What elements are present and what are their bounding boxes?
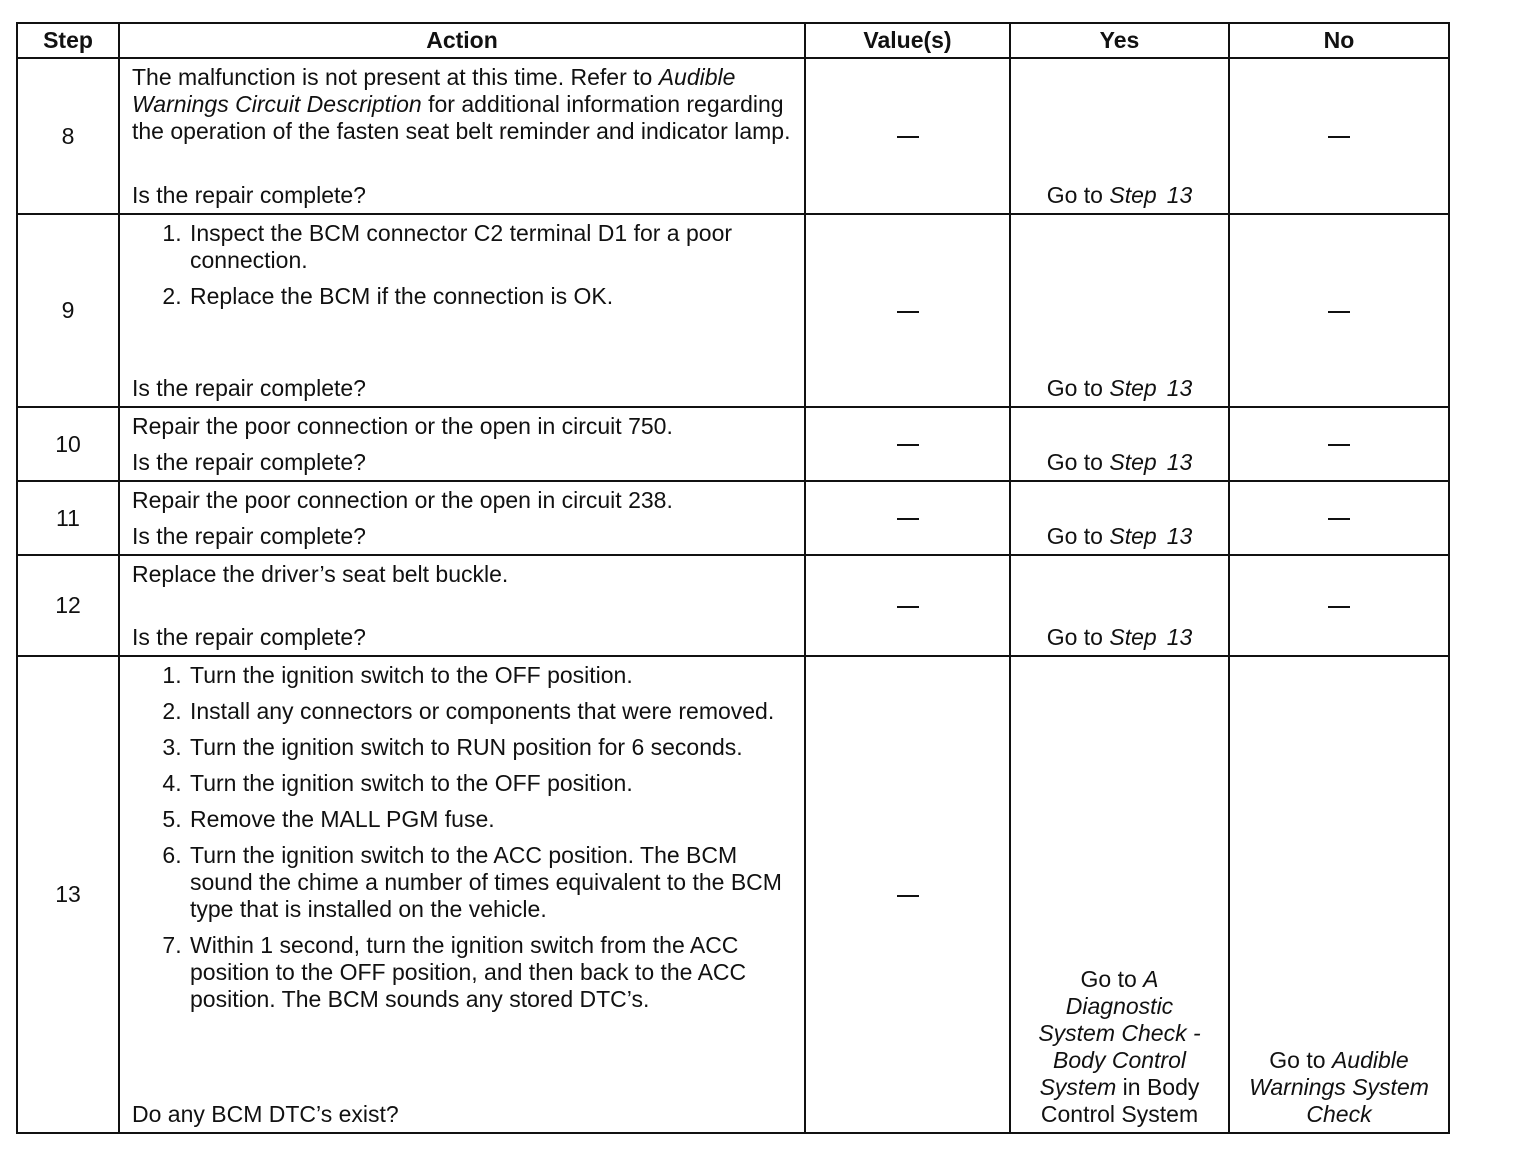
dash-mark xyxy=(1328,518,1350,520)
yes-cell xyxy=(1010,58,1229,214)
yes-suffix: in Body Control System xyxy=(1040,1074,1200,1127)
action-cell xyxy=(119,656,805,1133)
no-cell xyxy=(1229,555,1449,656)
step-number: 10 xyxy=(17,407,119,481)
dash-mark xyxy=(897,895,919,897)
action-cell xyxy=(119,555,805,656)
list-item: 3. Turn the ignition switch to RUN position for 6 seconds. xyxy=(188,734,794,761)
dash-mark xyxy=(1328,444,1350,446)
dash-mark xyxy=(1328,606,1350,608)
table-row xyxy=(17,214,1449,407)
yes-prefix: Go to xyxy=(1046,449,1103,475)
step-link[interactable]: Step xyxy=(1109,523,1157,549)
value-cell xyxy=(805,214,1010,407)
step-number: 9 xyxy=(17,214,119,407)
yes-prefix: Go to xyxy=(1046,624,1103,650)
list-item: 7. Within 1 second, turn the ignition switch from the ACC position to the OFF position, and then back to the ACC position. The BCM sounds any stored DTC’s. xyxy=(188,932,794,1013)
value-cell xyxy=(805,481,1010,555)
step-number: 12 xyxy=(17,555,119,656)
header-yes: Yes xyxy=(1010,23,1229,58)
list-item: 5. Remove the MALL PGM fuse. xyxy=(188,806,794,833)
dash-mark xyxy=(897,136,919,138)
list-item: 2. Install any connectors or components that were removed. xyxy=(188,698,794,725)
no-cell xyxy=(1229,407,1449,481)
value-cell xyxy=(805,407,1010,481)
value-cell xyxy=(805,58,1010,214)
step-link[interactable]: Step xyxy=(1109,624,1157,650)
action-cell xyxy=(119,214,805,407)
yes-cell xyxy=(1010,656,1229,1133)
dash-mark xyxy=(1328,311,1350,313)
no-cell xyxy=(1229,58,1449,214)
diagnostic-check-link[interactable]: A Diagnostic System Check - Body Control System xyxy=(1038,966,1201,1100)
table-row xyxy=(17,407,1449,481)
reference-link[interactable]: Audible Warnings Circuit Description xyxy=(132,64,736,117)
step-link-number[interactable]: 13 xyxy=(1166,523,1193,549)
dash-mark xyxy=(897,606,919,608)
action-text-part: for additional information regarding the operation of the fasten seat belt reminder and indicator lamp. xyxy=(132,91,791,144)
no-cell xyxy=(1229,656,1449,1133)
action-cell xyxy=(119,58,805,214)
diagnostic-table xyxy=(16,22,1450,1134)
question-text: Is the repair complete? xyxy=(132,624,366,650)
step-link-number[interactable]: 13 xyxy=(1166,449,1193,475)
action-steps-list xyxy=(132,662,794,1022)
question-text: Is the repair complete? xyxy=(132,523,366,549)
action-text-part: The malfunction is not present at this time. Refer to xyxy=(132,64,653,90)
step-number: 11 xyxy=(17,481,119,555)
dash-mark xyxy=(897,518,919,520)
table-row xyxy=(17,656,1449,1133)
table-row xyxy=(17,555,1449,656)
step-link[interactable]: Step xyxy=(1109,375,1157,401)
yes-cell xyxy=(1010,214,1229,407)
step-link-number[interactable]: 13 xyxy=(1166,624,1193,650)
value-cell xyxy=(805,656,1010,1133)
list-item: 1. Inspect the BCM connector C2 terminal D1 for a poor connection. xyxy=(188,220,794,274)
system-check-link[interactable]: Audible Warnings System Check xyxy=(1249,1047,1429,1127)
question-text: Is the repair complete? xyxy=(132,182,366,208)
table-row xyxy=(17,481,1449,555)
table-row xyxy=(17,58,1449,214)
header-step: Step xyxy=(17,23,119,58)
header-values: Value(s) xyxy=(805,23,1010,58)
list-item: 4. Turn the ignition switch to the OFF position. xyxy=(188,770,794,797)
action-text: Repair the poor connection or the open in circuit 238. xyxy=(132,487,673,513)
list-item: 1. Turn the ignition switch to the OFF position. xyxy=(188,662,794,689)
yes-prefix: Go to xyxy=(1080,966,1137,992)
header-action: Action xyxy=(119,23,805,58)
action-text: Repair the poor connection or the open in circuit 750. xyxy=(132,413,673,439)
dash-mark xyxy=(897,311,919,313)
yes-prefix: Go to xyxy=(1046,375,1103,401)
no-cell xyxy=(1229,214,1449,407)
step-number: 13 xyxy=(17,656,119,1133)
question-text: Is the repair complete? xyxy=(132,449,366,475)
header-no: No xyxy=(1229,23,1449,58)
step-link-number[interactable]: 13 xyxy=(1166,182,1193,208)
step-link[interactable]: Step xyxy=(1109,182,1157,208)
yes-cell xyxy=(1010,555,1229,656)
no-prefix: Go to xyxy=(1269,1047,1326,1073)
list-item: 2. Replace the BCM if the connection is OK. xyxy=(188,283,794,310)
action-text xyxy=(132,64,794,145)
action-text: Replace the driver’s seat belt buckle. xyxy=(132,561,509,587)
value-cell xyxy=(805,555,1010,656)
question-text: Is the repair complete? xyxy=(132,375,366,401)
step-link-number[interactable]: 13 xyxy=(1166,375,1193,401)
dash-mark xyxy=(897,444,919,446)
action-steps-list xyxy=(132,220,794,319)
action-cell xyxy=(119,407,805,481)
step-number: 8 xyxy=(17,58,119,214)
header-row xyxy=(17,23,1449,58)
question-text: Do any BCM DTC’s exist? xyxy=(132,1101,399,1127)
list-item: 6. Turn the ignition switch to the ACC position. The BCM sound the chime a number of times equivalent to the BCM type that is installed on the vehicle. xyxy=(188,842,794,923)
yes-prefix: Go to xyxy=(1046,523,1103,549)
yes-cell xyxy=(1010,407,1229,481)
yes-cell xyxy=(1010,481,1229,555)
action-cell xyxy=(119,481,805,555)
no-cell xyxy=(1229,481,1449,555)
dash-mark xyxy=(1328,136,1350,138)
yes-prefix: Go to xyxy=(1046,182,1103,208)
step-link[interactable]: Step xyxy=(1109,449,1157,475)
